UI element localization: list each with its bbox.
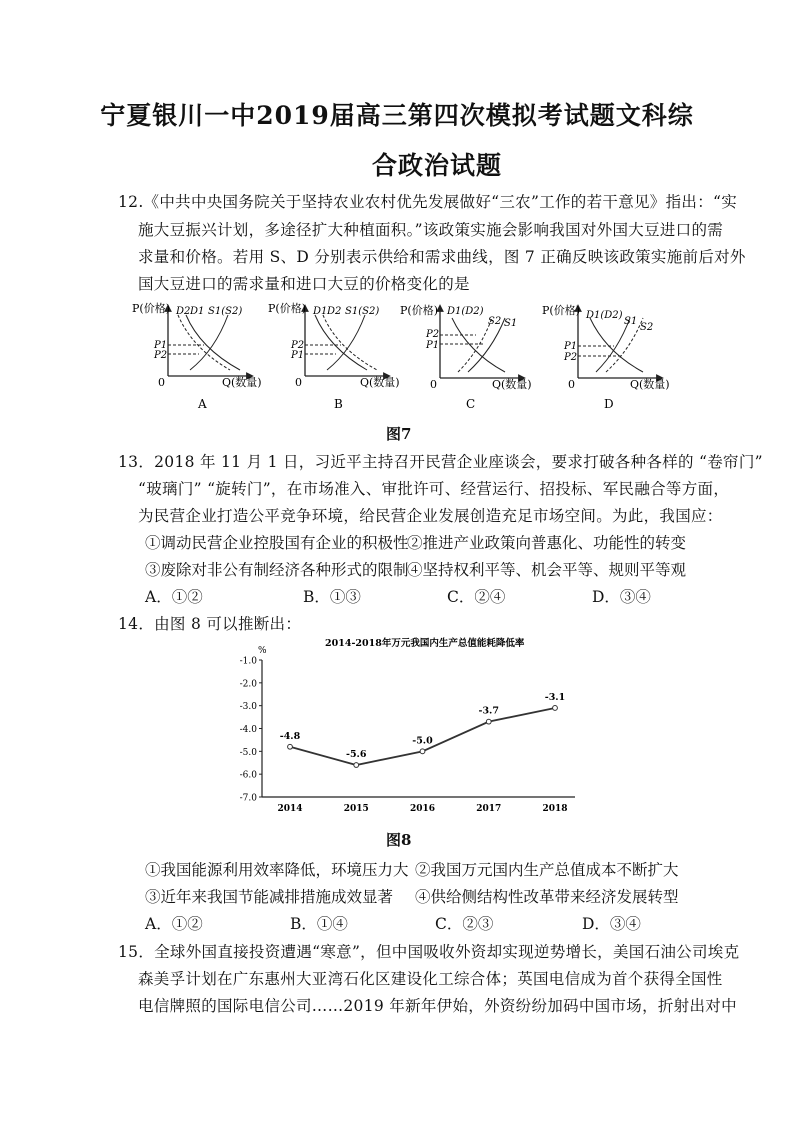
q12-line-1: 12.《中共中央国务院关于坚持农业农村优先发展做好“三农”工作的若干意见》指出：“实	[118, 193, 738, 211]
chart-data-label: -5.6	[346, 749, 367, 761]
chart-x-tick-label: 2015	[343, 804, 369, 814]
graph-b-label: B	[334, 397, 343, 411]
graph-c-price-1: P2	[426, 329, 440, 340]
q14-option-c: C．②③	[435, 915, 494, 933]
q13-line-2: “玻璃门” “旋转门”，在市场准入、审批许可、经营运行、招投标、军民融合等方面，	[138, 480, 730, 498]
chart-unit: %	[258, 646, 267, 656]
q13-item-3: ③废除对非公有制经济各种形式的限制	[145, 561, 409, 579]
chart-data-point	[553, 706, 558, 711]
q15-line-2: 森美孚计划在广东惠州大亚湾石化区建设化工综合体；英国电信成为首个获得全国性	[138, 970, 723, 988]
graph-c-label: C	[466, 397, 476, 411]
chart-x-tick-label: 2014	[277, 804, 303, 814]
graph-b-origin: 0	[295, 376, 302, 389]
graph-c-curve-s2: S2	[488, 316, 502, 327]
graph-b-curve-d2: D2	[327, 306, 342, 317]
page-title-line1: 宁夏银川一中2019届高三第四次模拟考试题文科综	[100, 101, 694, 130]
graph-b-curve-s: S1(S2)	[345, 306, 380, 317]
chart-data-point	[354, 763, 359, 768]
graph-c-curve-s1: S1	[504, 318, 518, 329]
chart-data-point	[486, 719, 491, 724]
chart-x-tick-label: 2016	[409, 804, 436, 814]
graph-c-origin: 0	[430, 378, 437, 391]
q13-option-c: C．②④	[447, 588, 506, 606]
graph-b-price-2: P1	[291, 350, 305, 361]
graph-d-price-2: P2	[564, 352, 578, 363]
graph-a-label: A	[198, 397, 207, 411]
chart-data-label: -3.1	[544, 691, 566, 703]
chart-y-tick-label: -4.0	[239, 725, 257, 735]
chart-y-tick-label: -5.0	[239, 747, 257, 758]
figure-8-caption: 图8	[386, 831, 412, 849]
graph-a-ylabel: P(价格)	[132, 302, 170, 315]
graph-b-price-1: P2	[291, 340, 305, 351]
q15-line-3: 电信牌照的国际电信公司……2019 年新年伊始，外资纷纷加码中国市场，折射出对中	[138, 997, 737, 1015]
chart-x-tick-label: 2018	[542, 804, 568, 814]
graph-c-ylabel: P(价格)	[400, 304, 438, 317]
q13-item-1: ①调动民营企业控股国有企业的积极性	[145, 534, 409, 552]
q14-stem: 14．由图 8 可以推断出：	[118, 615, 302, 633]
q13-item-2: ②推进产业政策向普惠化、功能性的转变	[407, 534, 687, 552]
q14-option-b: B．①④	[290, 915, 348, 933]
graph-d-ylabel: P(价格)	[542, 304, 580, 317]
graph-c	[400, 303, 532, 411]
chart-y-tick-label: -7.0	[239, 793, 257, 804]
graph-d-xlabel: Q(数量)	[630, 378, 670, 391]
figure-7-caption: 图7	[386, 425, 412, 443]
chart-y-tick-label: -3.0	[239, 702, 257, 713]
q13-line-3: 为民营企业打造公平竞争环境，给民营企业发展创造充足市场空间。为此，我国应：	[138, 507, 723, 525]
graph-d-curve-s2: S2	[640, 322, 654, 333]
q14-item-4: ④供给侧结构性改革带来经济发展转型	[415, 888, 679, 906]
graph-a-curve-d2: D2	[176, 306, 191, 317]
chart-data-point	[420, 749, 425, 754]
graph-b-xlabel: Q(数量)	[360, 376, 400, 389]
chart-axes	[262, 660, 575, 797]
q14-item-2: ②我国万元国内生产总值成本不断扩大	[415, 861, 679, 879]
graph-d-price-1: P1	[564, 341, 578, 352]
chart-y-tick-label: -6.0	[239, 770, 257, 781]
chart-x-tick-label: 2017	[476, 804, 502, 814]
graph-a-curve-d1: D1	[190, 306, 205, 317]
graph-c-curve-d: D1(D2)	[447, 306, 484, 317]
graph-d	[542, 303, 670, 411]
q12-line-2: 施大豆振兴计划，多途径扩大种植面积。”该政策实施会影响我国对外国大豆进口的需	[138, 221, 724, 239]
graph-d-label: D	[604, 397, 614, 411]
q12-line-4: 国大豆进口的需求量和进口大豆的价格变化的是	[138, 275, 470, 293]
figure-8-line-chart	[230, 632, 590, 822]
q13-option-d: D．③④	[592, 588, 651, 606]
graph-a-origin: 0	[158, 376, 165, 389]
graph-d-curve-s1: S1	[624, 316, 638, 327]
q13-option-b: B．①③	[303, 588, 361, 606]
q14-item-3: ③近年来我国节能减排措施成效显著	[145, 888, 394, 906]
graph-a-price-1: P1	[154, 340, 168, 351]
chart-y-tick-label: -1.0	[239, 656, 257, 667]
chart-y-tick-label: -2.0	[239, 679, 257, 690]
graph-c-price-2: P1	[426, 340, 440, 351]
graph-b-curve-d1: D1	[313, 306, 328, 317]
graph-a-price-2: P2	[154, 350, 168, 361]
graph-b-ylabel: P(价格)	[268, 302, 306, 315]
graph-d-origin: 0	[568, 378, 575, 391]
q15-line-1: 15．全球外国直接投资遭遇“寒意”，但中国吸收外资却实现逆势增长，美国石油公司埃克	[118, 943, 740, 961]
q13-line-1: 13．2018 年 11 月 1 日，习近平主持召开民营企业座谈会，要求打破各种各样的 “卷帘门”	[118, 453, 763, 471]
chart-x-ticks	[277, 804, 567, 814]
graph-a	[132, 301, 262, 411]
q12-line-3: 求量和价格。若用 S、D 分别表示供给和需求曲线，图 7 正确反映该政策实施前后对外	[138, 248, 746, 266]
chart-y-ticks	[240, 657, 262, 804]
q14-option-a: A．①②	[145, 915, 203, 933]
chart-data-label: -5.0	[412, 735, 433, 747]
chart-data-label: -4.8	[279, 730, 301, 742]
graph-a-curve-s: S1(S2)	[208, 306, 243, 317]
graph-b	[268, 301, 400, 411]
graph-a-xlabel: Q(数量)	[222, 376, 262, 389]
chart-data-label: -3.7	[478, 705, 499, 717]
page-title-line2: 合政治试题	[371, 151, 502, 180]
q14-item-1: ①我国能源利用效率降低，环境压力大	[145, 861, 409, 879]
q13-option-a: A．①②	[145, 588, 203, 606]
graph-c-xlabel: Q(数量)	[492, 378, 532, 391]
graph-d-curve-d: D1(D2)	[586, 310, 623, 321]
chart-title: 2014-2018年万元我国内生产总值能耗降低率	[325, 638, 525, 649]
chart-series	[280, 692, 565, 767]
chart-data-point	[288, 744, 293, 749]
q13-item-4: ④坚持权利平等、机会平等、规则平等观	[407, 561, 687, 579]
q14-option-d: D．③④	[582, 915, 641, 933]
